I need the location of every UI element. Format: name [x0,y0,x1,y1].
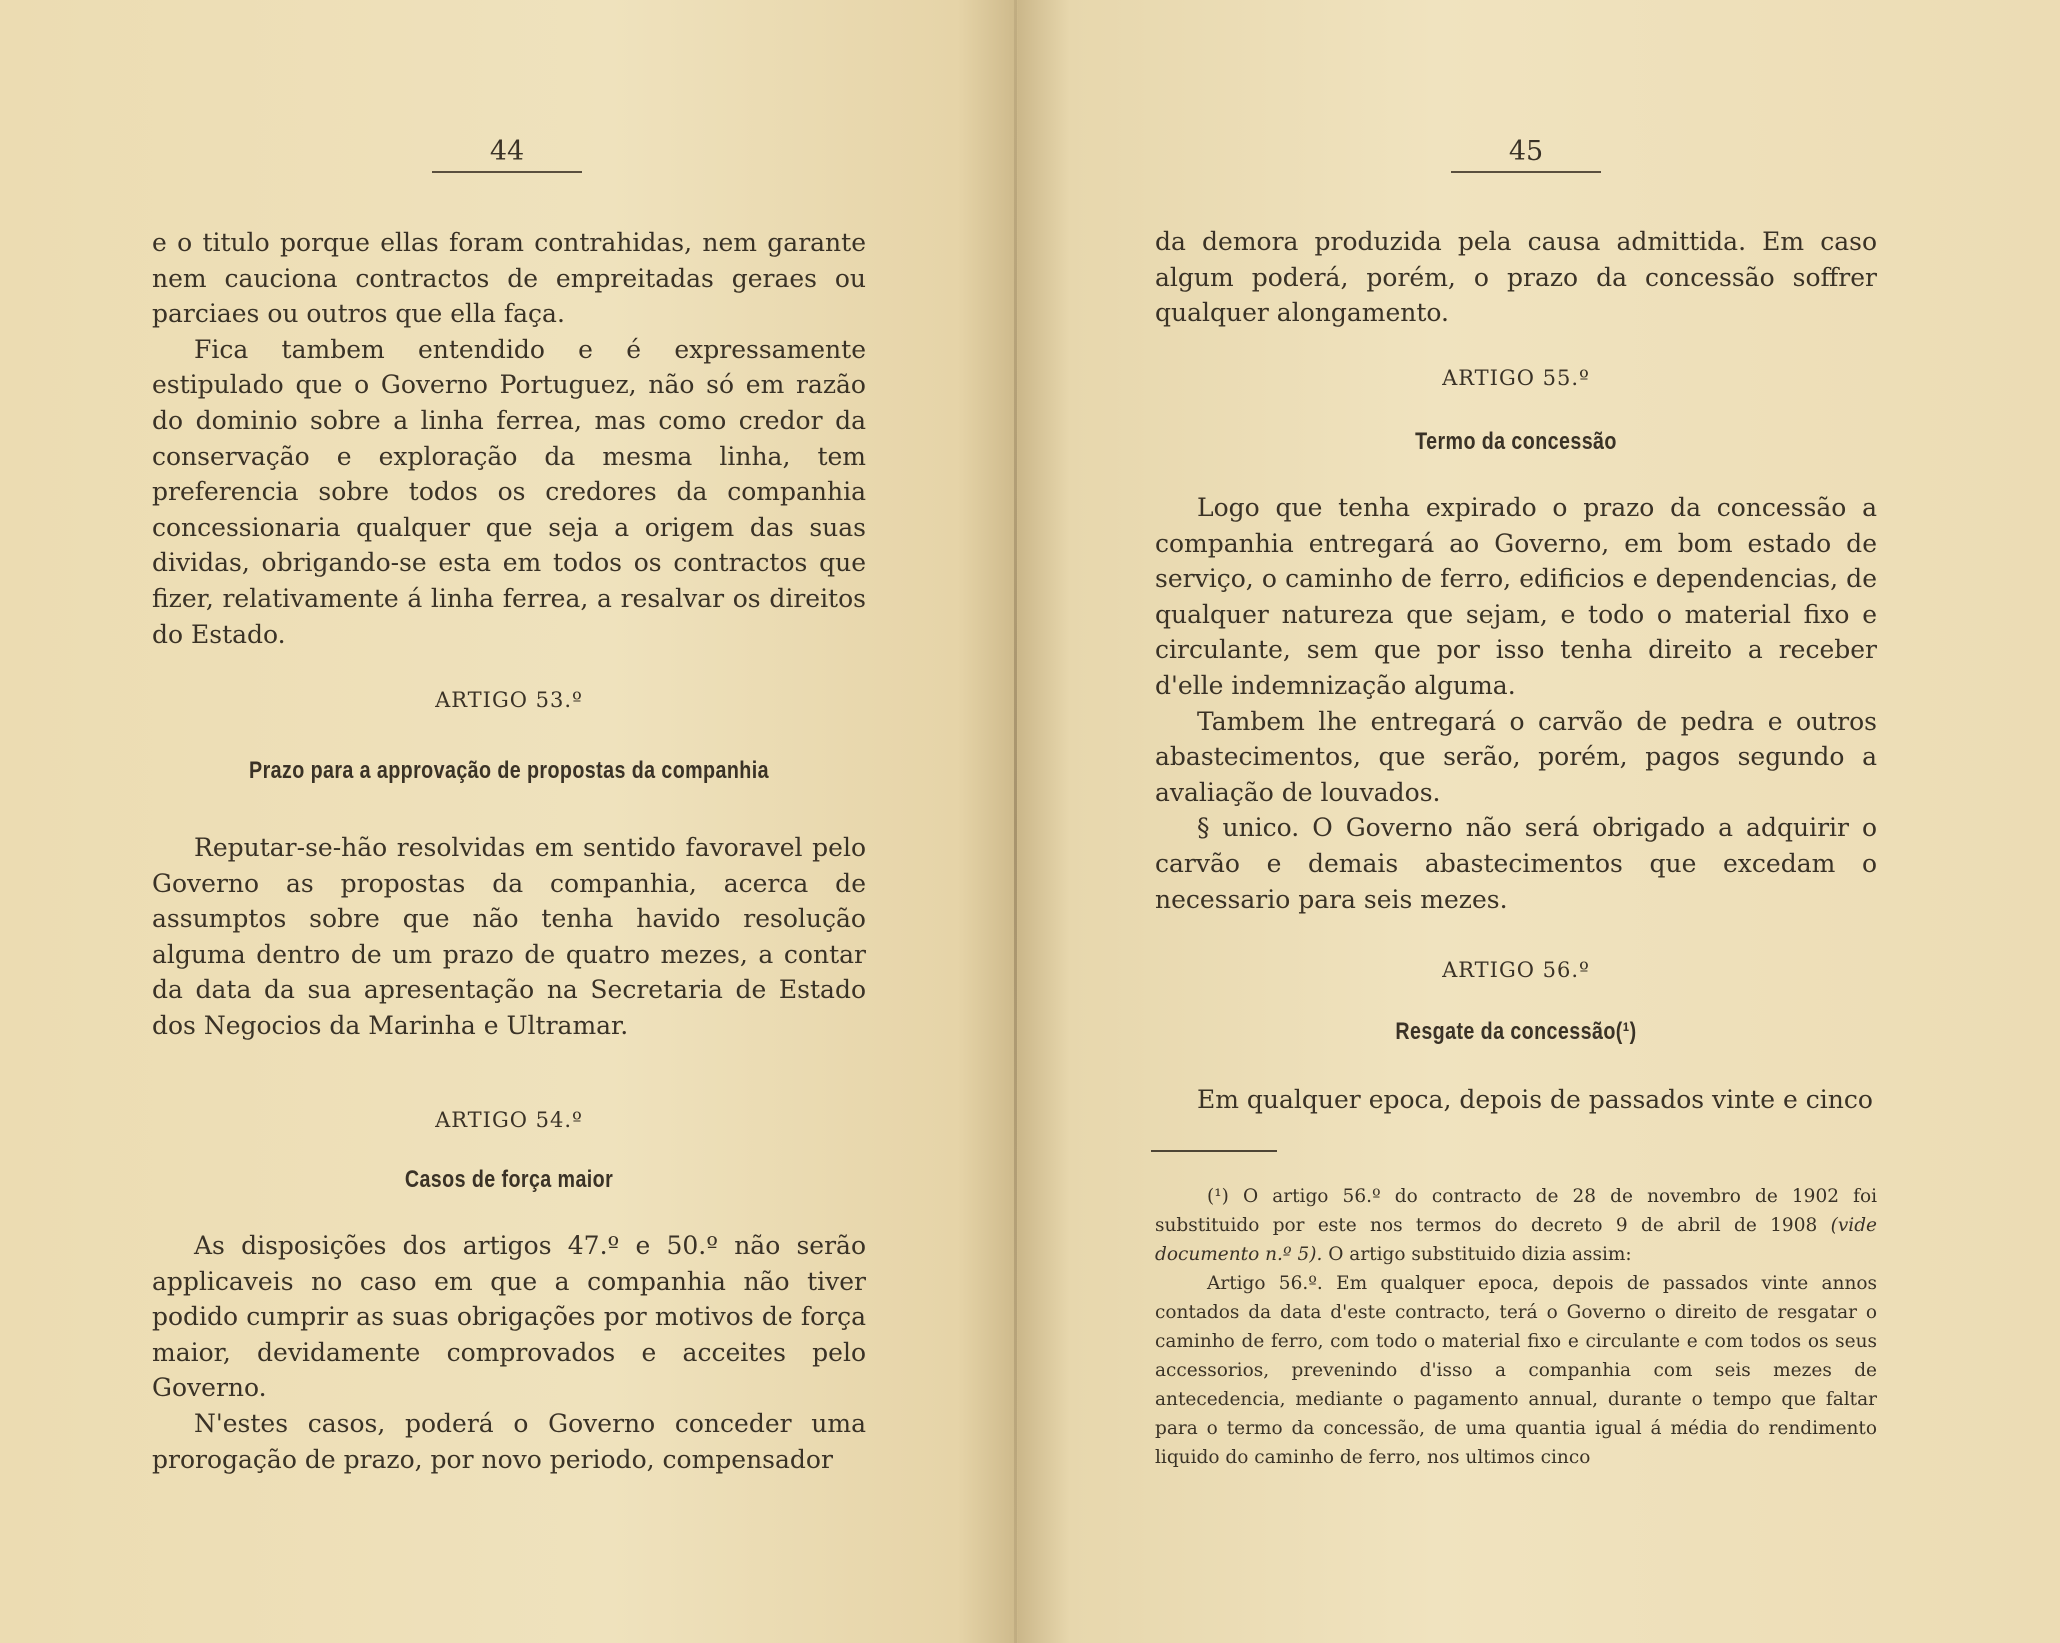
paragraph: Em qualquer epoca, depois de passados vinte e cinco [1197,1085,1873,1114]
article-54-title: Casos de força maior [404,1166,614,1193]
article-53-title: Prazo para a approvação de propostas da companhia [249,757,769,784]
page-number-rule [432,171,582,173]
article-54-number: ARTIGO 54.º [435,1108,583,1132]
footnote-text: (¹) O artigo 56.º do contracto de 28 de novembro de 1902 foi substituido por este nos termos do decreto 9 de abril de 1908 [1155,1186,1877,1236]
paragraph: § unico. O Governo não será obrigado a adquirir o carvão e demais abastecimentos que excedam o necessario para seis mezes. [1155,813,1877,914]
paragraph: Logo que tenha expirado o prazo da concessão a companhia entregará ao Governo, em bom estado de serviço, o caminho de ferro, edificios e dependencias, de qualquer natureza que sejam, e todo o material fixo e circulante, sem que por isso tenha direito a receber d'elle indemnização alguma. [1155,493,1877,700]
page-number-rule [1451,171,1601,173]
article-53-number: ARTIGO 53.º [435,688,583,712]
paragraph: As disposições dos artigos 47.º e 50.º não serão applicaveis no caso em que a companhia não tiver podido cumprir as suas obrigações por motivos de força maior, devidamente comprovados e acceites pelo Governo. [152,1231,866,1403]
book-gutter [1014,0,1017,1643]
page-number-left [432,136,582,173]
paragraph: N'estes casos, poderá o Governo conceder uma prorogação de prazo, por novo periodo, compensador [152,1408,866,1474]
article-56-number: ARTIGO 56.º [1442,958,1590,982]
left-page [0,0,1018,1643]
page-number-text: 44 [489,136,525,167]
article-55-number: ARTIGO 55.º [1442,366,1590,390]
right-page [1018,0,2060,1643]
article-55-title: Termo da concessão [1415,428,1617,455]
footnote-reference: (vide documento n.º 5). [1155,1215,1877,1265]
paragraph: Reputar-se-hão resolvidas em sentido favoravel pelo Governo as propostas da companhia, acerca de assumptos sobre que não tenha havido resolução alguma dentro de um prazo de quatro mezes, a contar da data da sua apresentação na Secretaria de Estado dos Negocios da Marinha e Ultramar. [152,833,866,1040]
paragraph: Tambem lhe entregará o carvão de pedra e outros abastecimentos, que serão, porém, pagos segundo a avaliação de louvados. [1155,706,1877,807]
page-number-right [1451,136,1601,173]
left-top-text [152,225,866,652]
article-54-body [152,1228,866,1477]
paragraph: Fica tambem entendido e é expressamente estipulado que o Governo Portuguez, não só em razão do dominio sobre a linha ferrea, mas como credor da conservação e exploração da mesma linha, tem preferencia sobre todos os credores da companhia concessionaria qualquer que seja a origem das suas dividas, obrigando-se esta em todos os contractos que fizer, relativamente á linha ferrea, a resalvar os direitos do Estado. [152,334,866,649]
footnote-paragraph [1155,1182,1877,1269]
article-53-body [152,830,866,1044]
footnote-text: O artigo substituido dizia assim: [1328,1244,1632,1265]
article-56-title: Resgate da concessão(¹) [1395,1018,1637,1045]
article-56-body [1155,1082,1877,1118]
right-top-text [1155,224,1877,331]
paragraph: e o titulo porque ellas foram contrahidas, nem garante nem cauciona contractos de empreitadas geraes ou parciaes ou outros que ella faça. [152,228,866,329]
page-number-text: 45 [1508,136,1544,167]
footnote-rule [1151,1150,1277,1152]
footnote [1155,1182,1877,1472]
article-55-body [1155,490,1877,917]
footnote-paragraph: Artigo 56.º. Em qualquer epoca, depois de passados vinte annos contados da data d'este contracto, terá o Governo o direito de resgatar o caminho de ferro, com todo o material fixo e circulante e com todos os seus accessorios, prevenindo d'isso a companhia com seis mezes de antecedencia, mediante o pagamento annual, durante o tempo que faltar para o termo da concessão, de uma quantia igual á média do rendimento liquido do caminho de ferro, nos ultimos cinco [1155,1273,1877,1468]
paragraph: da demora produzida pela causa admittida. Em caso algum poderá, porém, o prazo da concessão soffrer qualquer alongamento. [1155,227,1877,328]
